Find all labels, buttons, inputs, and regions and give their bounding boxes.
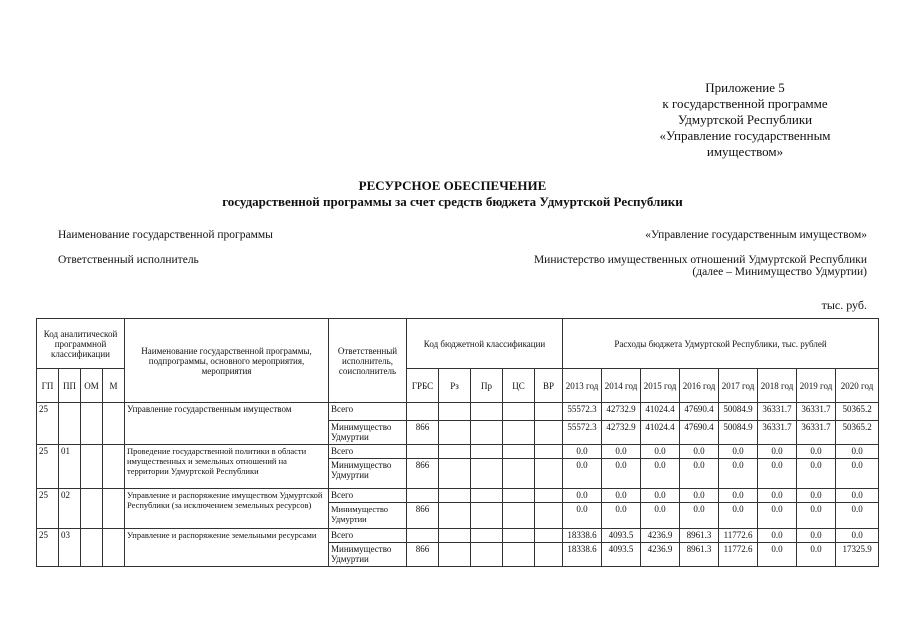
header-year: 2018 год [758,369,797,403]
cell-exec: Минимущество Удмуртии [329,503,407,529]
program-label: Наименование государственной программы [58,229,273,241]
cell-value: 18338.6 [563,529,602,543]
cell-value: 0.0 [797,529,836,543]
header-year: 2017 год [719,369,758,403]
cell-gp: 25 [37,489,59,529]
cell-m [103,445,125,489]
cell-gp: 25 [37,529,59,567]
cell-value: 18338.6 [563,543,602,567]
cell-gp: 25 [37,445,59,489]
cell-grbs: 866 [407,503,439,529]
cell-value: 36331.7 [797,421,836,445]
cell-value: 0.0 [719,459,758,489]
cell-gp: 25 [37,403,59,445]
cell-m [103,403,125,445]
cell-value: 36331.7 [758,403,797,421]
cell-exec: Всего [329,403,407,421]
cell-value: 0.0 [758,543,797,567]
document-title [0,178,905,210]
cell-value: 0.0 [758,489,797,503]
cell-value: 11772.6 [719,529,758,543]
cell-value: 0.0 [563,489,602,503]
table-row [37,529,879,543]
cell-value: 0.0 [563,459,602,489]
cell-value: 36331.7 [758,421,797,445]
cell-value: 41024.4 [641,403,680,421]
cell-value: 55572.3 [563,421,602,445]
cell-value: 4093.5 [602,529,641,543]
cell-exec: Всего [329,489,407,503]
cell-value: 0.0 [641,445,680,459]
header-pp: ПП [59,369,81,403]
cell-value: 0.0 [758,529,797,543]
cell-pp [59,403,81,445]
cell-value: 0.0 [836,503,879,529]
units-label: тыс. руб. [821,298,867,312]
cell-pp: 02 [59,489,81,529]
cell-value: 42732.9 [602,421,641,445]
cell-name: Управление государственным имуществом [125,403,329,445]
resource-table [36,318,879,567]
cell-value: 0.0 [641,459,680,489]
table-row [37,489,879,503]
cell-value: 11772.6 [719,543,758,567]
cell-value: 0.0 [797,489,836,503]
header-executor: Ответственный исполнитель, соисполнитель [329,319,407,403]
cell-value: 0.0 [680,489,719,503]
cell-value: 8961.3 [680,543,719,567]
cell-value: 41024.4 [641,421,680,445]
cell-value: 0.0 [797,445,836,459]
cell-value: 0.0 [680,459,719,489]
header-m: М [103,369,125,403]
annex-line: Удмуртской Республики [677,112,813,127]
cell-value: 50084.9 [719,421,758,445]
cell-grbs: 866 [407,421,439,445]
cell-value: 50365.2 [836,421,879,445]
header-code: Код аналитической программной классификации [37,319,125,369]
header-grbs: ГРБС [407,369,439,403]
cell-value: 42732.9 [602,403,641,421]
header-year: 2013 год [563,369,602,403]
cell-exec: Всего [329,529,407,543]
cell-exec: Минимущество Удмуртии [329,459,407,489]
cell-value: 0.0 [758,503,797,529]
header-year: 2019 год [797,369,836,403]
cell-value: 0.0 [797,503,836,529]
cell-value: 0.0 [563,445,602,459]
annex-line: «Управление государственным [659,128,831,143]
cell-value: 17325.9 [836,543,879,567]
header-year: 2015 год [641,369,680,403]
annex-line: имуществом» [706,144,784,159]
cell-value: 0.0 [719,445,758,459]
cell-value: 4093.5 [602,543,641,567]
cell-value: 0.0 [797,459,836,489]
cell-value: 0.0 [836,529,879,543]
table-row [37,445,879,459]
cell-m [103,529,125,567]
cell-value: 4236.9 [641,543,680,567]
cell-om [81,489,103,529]
cell-value: 0.0 [797,543,836,567]
title-line-2: государственной программы за счет средств бюджета Удмуртской Республики [222,194,683,209]
cell-value: 0.0 [602,503,641,529]
cell-value: 0.0 [836,445,879,459]
executor-value-line: Министерство имущественных отношений Удмуртской Республики [533,254,867,266]
cell-pp: 01 [59,445,81,489]
cell-value: 4236.9 [641,529,680,543]
cell-name: Управление и распоряжение имуществом Удмуртской Республики (за исключением земельных ресурсов) [125,489,329,529]
header-name: Наименование государственной программы, подпрограммы, основного мероприятия, мероприятия [125,319,329,403]
cell-om [81,403,103,445]
cell-value: 50365.2 [836,403,879,421]
cell-value: 0.0 [641,503,680,529]
cell-grbs: 866 [407,459,439,489]
cell-value: 0.0 [563,503,602,529]
header-year: 2020 год [836,369,879,403]
cell-value: 0.0 [758,459,797,489]
cell-name: Проведение государственной политики в области имущественных и земельных отношений на территории Удмуртской Республики [125,445,329,489]
cell-value: 47690.4 [680,421,719,445]
executor-value [534,254,867,278]
cell-value: 0.0 [719,489,758,503]
header-expenses: Расходы бюджета Удмуртской Республики, тыс. рублей [563,319,879,369]
cell-value: 0.0 [641,489,680,503]
cell-exec: Минимущество Удмуртии [329,421,407,445]
cell-value: 0.0 [602,459,641,489]
program-value: «Управление государственным имуществом» [645,229,867,241]
cell-m [103,489,125,529]
cell-value: 36331.7 [797,403,836,421]
cell-value: 0.0 [719,503,758,529]
cell-value: 0.0 [836,459,879,489]
title-line-1: РЕСУРСНОЕ ОБЕСПЕЧЕНИЕ [358,178,547,193]
header-pr: Пр [471,369,503,403]
cell-pp: 03 [59,529,81,567]
cell-value: 0.0 [680,445,719,459]
header-cs: ЦС [503,369,535,403]
header-rz: Рз [439,369,471,403]
annex-line: Приложение 5 [705,80,785,95]
cell-exec: Минимущество Удмуртии [329,543,407,567]
header-budget-code: Код бюджетной классификации [407,319,563,369]
cell-value: 0.0 [680,503,719,529]
cell-value: 0.0 [602,445,641,459]
table-row [37,403,879,421]
cell-value: 55572.3 [563,403,602,421]
executor-label: Ответственный исполнитель [58,254,199,266]
header-year: 2014 год [602,369,641,403]
executor-value-line: (далее – Минимущество Удмуртии) [692,266,867,278]
cell-value: 0.0 [758,445,797,459]
cell-value: 50084.9 [719,403,758,421]
cell-grbs: 866 [407,543,439,567]
header-vr: ВР [535,369,563,403]
header-gp: ГП [37,369,59,403]
cell-om [81,445,103,489]
annex-line: к государственной программе [662,96,828,111]
annex-block [620,80,870,160]
cell-value: 0.0 [836,489,879,503]
header-om: ОМ [81,369,103,403]
cell-value: 0.0 [602,489,641,503]
cell-value: 47690.4 [680,403,719,421]
cell-value: 8961.3 [680,529,719,543]
header-year: 2016 год [680,369,719,403]
cell-name: Управление и распоряжение земельными ресурсами [125,529,329,567]
cell-om [81,529,103,567]
cell-exec: Всего [329,445,407,459]
